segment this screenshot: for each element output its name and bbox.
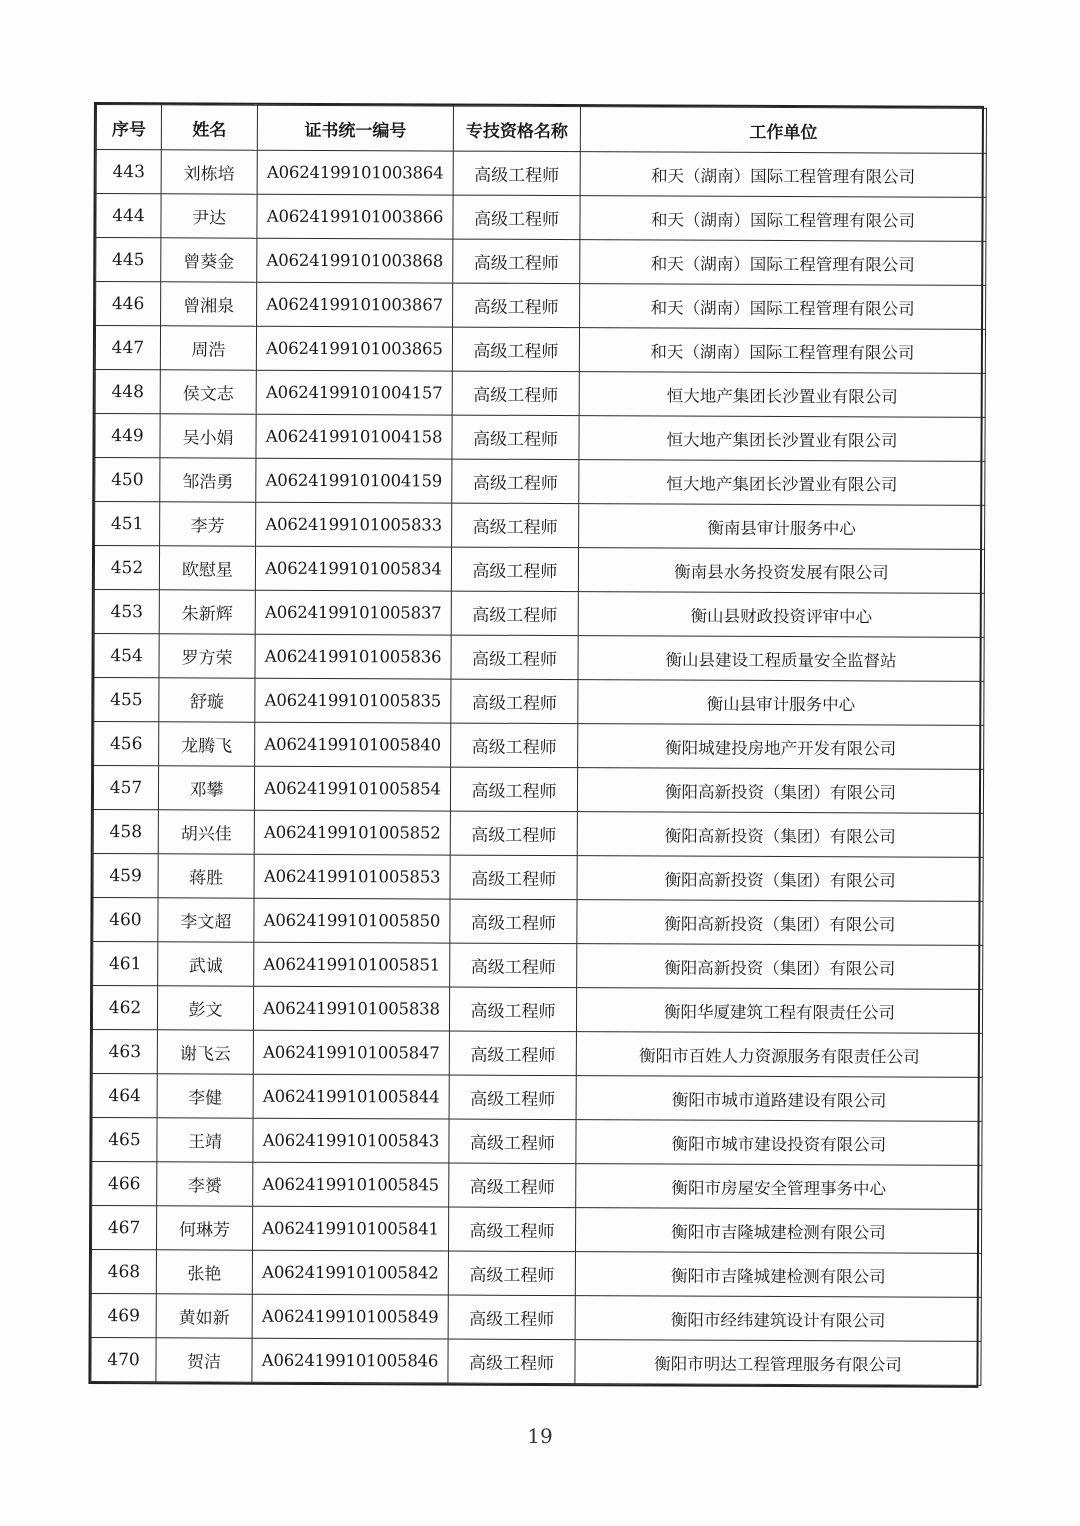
cell-qualification: 高级工程师 [449, 1031, 576, 1076]
cell-qualification: 高级工程师 [448, 1339, 575, 1384]
cell-certificate-number: A0624199101005853 [254, 854, 450, 899]
cell-serial-number: 448 [95, 370, 160, 414]
cell-name: 武诚 [158, 942, 254, 986]
cell-certificate-number: A0624199101003868 [257, 238, 453, 283]
table-row [91, 1293, 981, 1341]
cell-serial-number: 457 [93, 766, 158, 810]
cell-work-unit: 恒大地产集团长沙置业有限公司 [579, 372, 985, 418]
table-row [94, 678, 984, 726]
cell-qualification: 高级工程师 [450, 943, 577, 988]
cell-certificate-number: A0624199101005833 [256, 502, 452, 547]
cell-certificate-number: A0624199101003864 [257, 150, 453, 195]
cell-serial-number: 454 [94, 634, 159, 678]
roster-table [90, 104, 987, 1386]
cell-certificate-number: A0624199101004157 [256, 370, 452, 415]
table-row [94, 590, 984, 638]
cell-qualification: 高级工程师 [449, 987, 576, 1032]
table-header [96, 105, 986, 154]
cell-serial-number: 459 [93, 854, 158, 898]
page-number: 19 [527, 1424, 553, 1448]
cell-certificate-number: A0624199101003865 [256, 326, 452, 371]
table-row [92, 1030, 982, 1078]
cell-work-unit: 衡阳市经纬建筑设计有限公司 [575, 1296, 981, 1342]
header-work-unit: 工作单位 [580, 107, 986, 154]
cell-work-unit: 和天（湖南）国际工程管理有限公司 [580, 152, 986, 198]
cell-serial-number: 443 [96, 150, 161, 194]
cell-qualification: 高级工程师 [451, 591, 578, 636]
cell-name: 尹达 [161, 194, 257, 238]
table-row [91, 1206, 981, 1254]
cell-work-unit: 衡山县审计服务中心 [578, 680, 984, 726]
table-row [94, 546, 984, 594]
roster-table-container [88, 102, 984, 1388]
cell-certificate-number: A0624199101005847 [253, 1030, 449, 1075]
cell-serial-number: 444 [96, 194, 161, 238]
cell-certificate-number: A0624199101005845 [253, 1162, 449, 1207]
cell-qualification: 高级工程师 [453, 239, 580, 284]
cell-name: 黄如新 [156, 1294, 252, 1338]
cell-qualification: 高级工程师 [452, 371, 579, 416]
cell-serial-number: 464 [92, 1074, 157, 1118]
cell-qualification: 高级工程师 [452, 327, 579, 372]
table-row [93, 898, 983, 946]
cell-work-unit: 衡阳市明达工程管理服务有限公司 [575, 1340, 981, 1386]
table-row [92, 1074, 982, 1122]
cell-name: 蒋胜 [158, 854, 254, 898]
cell-qualification: 高级工程师 [453, 195, 580, 240]
cell-qualification: 高级工程师 [450, 855, 577, 900]
cell-serial-number: 462 [92, 986, 157, 1030]
cell-work-unit: 衡阳高新投资（集团）有限公司 [577, 768, 983, 814]
cell-serial-number: 468 [91, 1250, 156, 1294]
table-row [93, 766, 983, 814]
cell-name: 王靖 [157, 1118, 253, 1162]
table-row [94, 722, 984, 770]
cell-serial-number: 460 [93, 898, 158, 942]
cell-serial-number: 463 [92, 1030, 157, 1074]
cell-serial-number: 445 [96, 238, 161, 282]
cell-name: 龙腾飞 [159, 722, 255, 766]
cell-name: 彭文 [157, 986, 253, 1030]
cell-certificate-number: A0624199101005843 [253, 1118, 449, 1163]
cell-qualification: 高级工程师 [451, 723, 578, 768]
cell-serial-number: 466 [92, 1162, 157, 1206]
cell-certificate-number: A0624199101004159 [256, 458, 452, 503]
cell-certificate-number: A0624199101005849 [252, 1294, 448, 1339]
cell-serial-number: 469 [91, 1293, 156, 1337]
cell-work-unit: 衡山县建设工程质量安全监督站 [578, 636, 984, 682]
cell-qualification: 高级工程师 [451, 679, 578, 724]
cell-certificate-number: A0624199101005835 [255, 678, 451, 723]
table-row [94, 634, 984, 682]
table-row [95, 414, 985, 462]
cell-qualification: 高级工程师 [450, 811, 577, 856]
cell-work-unit: 衡阳华厦建筑工程有限责任公司 [576, 988, 982, 1034]
cell-work-unit: 衡阳高新投资（集团）有限公司 [577, 900, 983, 946]
cell-serial-number: 458 [93, 810, 158, 854]
cell-work-unit: 衡南县水务投资发展有限公司 [578, 548, 984, 594]
cell-work-unit: 衡阳高新投资（集团）有限公司 [577, 812, 983, 858]
cell-name: 胡兴佳 [158, 810, 254, 854]
cell-certificate-number: A0624199101005854 [254, 766, 450, 811]
table-row [93, 854, 983, 902]
cell-qualification: 高级工程师 [452, 415, 579, 460]
cell-certificate-number: A0624199101005838 [253, 986, 449, 1031]
cell-serial-number: 465 [92, 1118, 157, 1162]
cell-certificate-number: A0624199101005836 [255, 634, 451, 679]
table-row [96, 194, 986, 242]
cell-work-unit: 衡阳市城市建设投资有限公司 [576, 1120, 982, 1166]
table-row [96, 150, 986, 198]
table-row [95, 458, 985, 506]
cell-qualification: 高级工程师 [449, 1119, 576, 1164]
cell-work-unit: 和天（湖南）国际工程管理有限公司 [580, 284, 986, 330]
cell-certificate-number: A0624199101005837 [255, 590, 451, 635]
cell-certificate-number: A0624199101003867 [257, 282, 453, 327]
header-serial-number: 序号 [96, 105, 161, 150]
cell-qualification: 高级工程师 [448, 1251, 575, 1296]
table-row [95, 502, 985, 550]
cell-work-unit: 衡山县财政投资评审中心 [578, 592, 984, 638]
cell-name: 邹浩勇 [160, 458, 256, 502]
cell-serial-number: 467 [91, 1206, 156, 1250]
cell-name: 贺洁 [156, 1338, 252, 1382]
cell-name: 邓攀 [158, 766, 254, 810]
cell-qualification: 高级工程师 [451, 635, 578, 680]
cell-certificate-number: A0624199101005850 [254, 898, 450, 943]
cell-work-unit: 衡阳市百姓人力资源服务有限责任公司 [576, 1032, 982, 1078]
cell-certificate-number: A0624199101005846 [252, 1338, 448, 1383]
cell-qualification: 高级工程师 [448, 1207, 575, 1252]
cell-name: 曾葵金 [161, 238, 257, 282]
cell-name: 欧慰星 [159, 546, 255, 590]
cell-name: 吴小娟 [160, 414, 256, 458]
table-row [93, 942, 983, 990]
cell-name: 张艳 [156, 1250, 252, 1294]
cell-certificate-number: A0624199101005840 [255, 722, 451, 767]
cell-name: 朱新辉 [159, 590, 255, 634]
cell-serial-number: 449 [95, 414, 160, 458]
cell-name: 舒璇 [159, 678, 255, 722]
cell-certificate-number: A0624199101003866 [257, 194, 453, 239]
cell-work-unit: 和天（湖南）国际工程管理有限公司 [580, 240, 986, 286]
table-row [95, 370, 985, 418]
table-body [91, 150, 986, 1386]
cell-serial-number: 455 [94, 678, 159, 722]
cell-serial-number: 461 [93, 942, 158, 986]
cell-work-unit: 衡阳城建投房地产开发有限公司 [578, 724, 984, 770]
cell-name: 罗方荣 [159, 634, 255, 678]
cell-name: 李赟 [157, 1162, 253, 1206]
cell-name: 李健 [157, 1074, 253, 1118]
cell-name: 侯文志 [160, 370, 256, 414]
cell-certificate-number: A0624199101004158 [256, 414, 452, 459]
cell-serial-number: 451 [95, 502, 160, 546]
cell-work-unit: 衡阳市吉隆城建检测有限公司 [575, 1252, 981, 1298]
cell-qualification: 高级工程师 [452, 459, 579, 504]
cell-work-unit: 衡阳市吉隆城建检测有限公司 [575, 1208, 981, 1254]
cell-name: 谢飞云 [157, 1030, 253, 1074]
header-row [96, 105, 986, 154]
table-row [92, 1162, 982, 1210]
header-certificate-number: 证书统一编号 [257, 105, 453, 151]
table-row [91, 1337, 981, 1385]
cell-work-unit: 恒大地产集团长沙置业有限公司 [579, 416, 985, 462]
cell-qualification: 高级工程师 [453, 283, 580, 328]
cell-certificate-number: A0624199101005841 [252, 1206, 448, 1251]
cell-qualification: 高级工程师 [450, 899, 577, 944]
cell-work-unit: 和天（湖南）国际工程管理有限公司 [580, 196, 986, 242]
cell-name: 何琳芳 [156, 1206, 252, 1250]
cell-work-unit: 恒大地产集团长沙置业有限公司 [579, 460, 985, 506]
header-qualification: 专技资格名称 [453, 106, 580, 152]
cell-qualification: 高级工程师 [452, 503, 579, 548]
cell-qualification: 高级工程师 [450, 767, 577, 812]
cell-name: 李芳 [160, 502, 256, 546]
cell-serial-number: 470 [91, 1337, 156, 1381]
cell-work-unit: 和天（湖南）国际工程管理有限公司 [579, 328, 985, 374]
cell-work-unit: 衡阳市房屋安全管理事务中心 [576, 1164, 982, 1210]
cell-work-unit: 衡阳高新投资（集团）有限公司 [577, 856, 983, 902]
cell-name: 周浩 [160, 326, 256, 370]
cell-work-unit: 衡阳市城市道路建设有限公司 [576, 1076, 982, 1122]
cell-serial-number: 452 [94, 546, 159, 590]
header-name: 姓名 [161, 105, 257, 150]
table-row [92, 1118, 982, 1166]
table-row [92, 986, 982, 1034]
cell-certificate-number: A0624199101005834 [255, 546, 451, 591]
cell-qualification: 高级工程师 [449, 1075, 576, 1120]
table-row [96, 282, 986, 330]
cell-certificate-number: A0624199101005852 [254, 810, 450, 855]
cell-name: 刘栋培 [161, 150, 257, 194]
cell-certificate-number: A0624199101005842 [252, 1250, 448, 1295]
table-row [93, 810, 983, 858]
cell-serial-number: 447 [95, 326, 160, 370]
table-row [91, 1250, 981, 1298]
cell-serial-number: 446 [96, 282, 161, 326]
cell-serial-number: 453 [94, 590, 159, 634]
cell-qualification: 高级工程师 [451, 547, 578, 592]
cell-serial-number: 456 [94, 722, 159, 766]
table-row [95, 326, 985, 374]
table-row [96, 238, 986, 286]
cell-serial-number: 450 [95, 458, 160, 502]
cell-work-unit: 衡阳高新投资（集团）有限公司 [577, 944, 983, 990]
cell-work-unit: 衡南县审计服务中心 [579, 504, 985, 550]
cell-certificate-number: A0624199101005844 [253, 1074, 449, 1119]
cell-name: 曾湘泉 [161, 282, 257, 326]
cell-qualification: 高级工程师 [448, 1295, 575, 1340]
cell-name: 李文超 [158, 898, 254, 942]
cell-qualification: 高级工程师 [453, 151, 580, 196]
cell-certificate-number: A0624199101005851 [254, 942, 450, 987]
cell-qualification: 高级工程师 [449, 1163, 576, 1208]
